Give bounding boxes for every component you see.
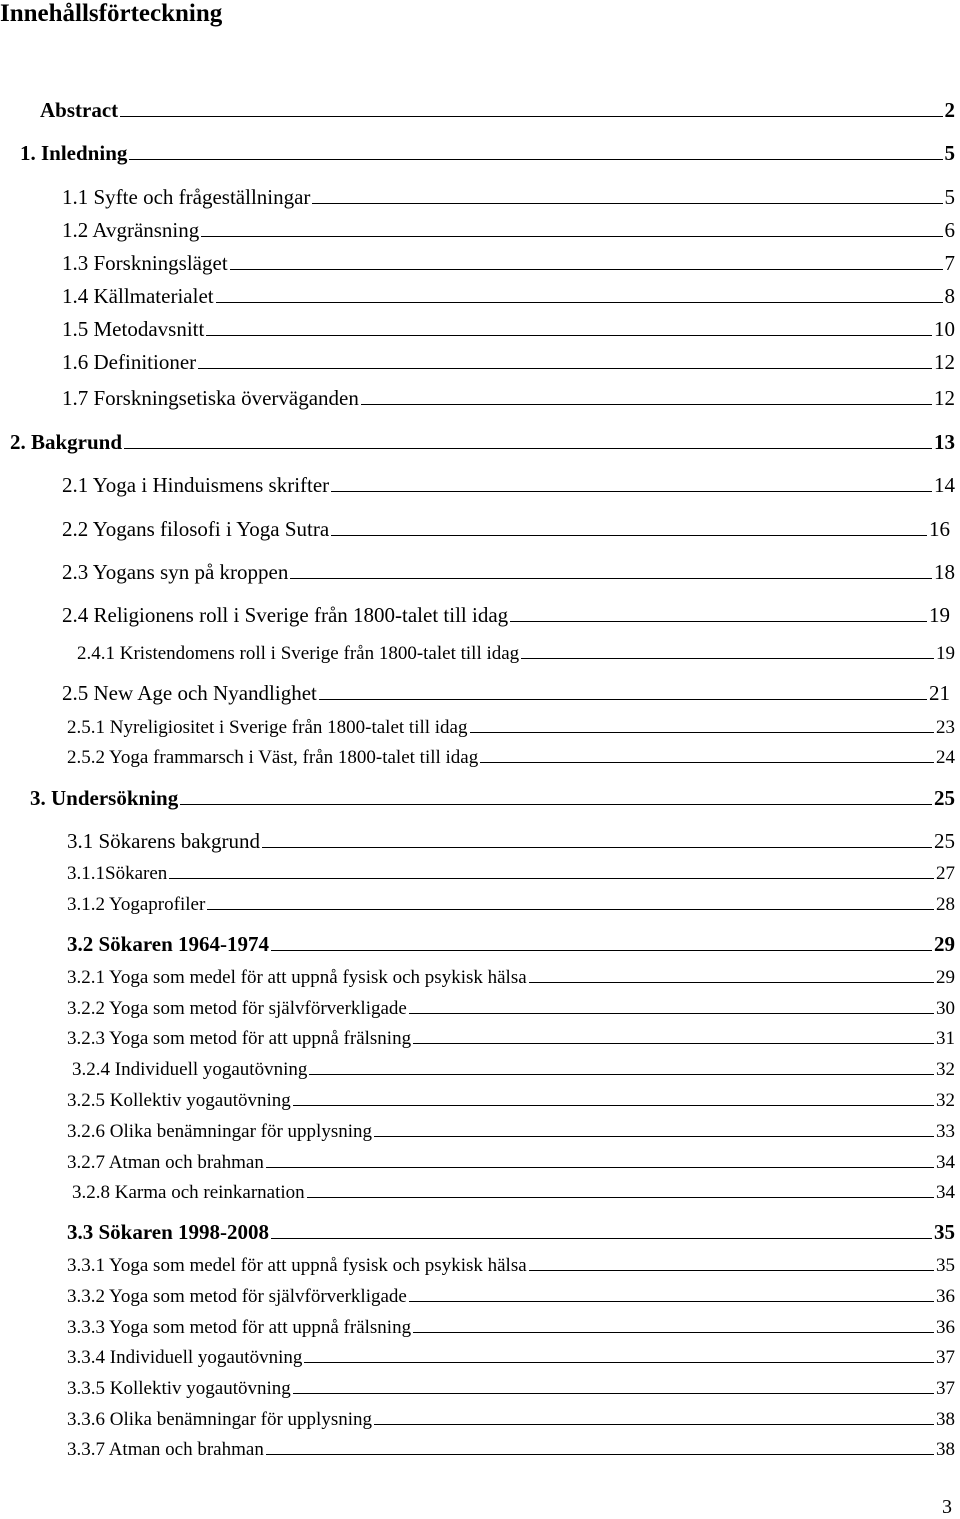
- toc-entry[interactable]: [67, 1438, 955, 1461]
- toc-leader-line: [266, 1454, 934, 1455]
- toc-entry-page: 12: [934, 386, 955, 410]
- toc-leader-line: [290, 578, 932, 579]
- toc-entry-page: 19: [936, 643, 955, 664]
- toc-entry[interactable]: [10, 430, 955, 455]
- toc-entry-label: 3.3.3 Yoga som metod för att uppnå frälsning: [67, 1317, 412, 1338]
- toc-entry-page: 5: [944, 141, 955, 165]
- toc-entry[interactable]: [72, 1181, 955, 1204]
- toc-entry[interactable]: [62, 517, 950, 542]
- toc-entry-label: 2.2 Yogans filosofi i Yoga Sutra: [62, 517, 330, 541]
- toc-entry-label: 3.2.7 Atman och brahman: [67, 1152, 264, 1173]
- toc-entry-page: 38: [936, 1439, 955, 1460]
- toc-entry-label: 1.6 Definitioner: [62, 350, 197, 374]
- toc-entry[interactable]: [30, 786, 955, 811]
- toc-leader-line: [216, 302, 943, 303]
- toc-entry-page: 31: [936, 1028, 955, 1049]
- toc-entry-page: 12: [934, 350, 955, 374]
- toc-entry-page: 28: [936, 894, 955, 915]
- toc-entry[interactable]: [67, 862, 955, 885]
- toc-entry-page: 14: [934, 473, 955, 497]
- toc-entry-label: 3.2.5 Kollektiv yogautövning: [67, 1090, 291, 1111]
- toc-entry[interactable]: [67, 1285, 955, 1308]
- toc-leader-line: [361, 404, 932, 405]
- toc-leader-line: [470, 732, 935, 733]
- toc-entry-label: 3.2 Sökaren 1964-1974: [67, 932, 270, 956]
- toc-entry-label: 3.3.2 Yoga som metod för självförverkligade: [67, 1286, 407, 1307]
- toc-leader-line: [293, 1393, 934, 1394]
- toc-entry[interactable]: [67, 746, 955, 769]
- toc-entry-label: 3.3.5 Kollektiv yogautövning: [67, 1378, 291, 1399]
- toc-leader-line: [206, 335, 932, 336]
- toc-entry-page: 23: [936, 717, 955, 738]
- toc-entry-label: 3.3 Sökaren 1998-2008: [67, 1220, 270, 1244]
- toc-entry-label: 3.3.1 Yoga som medel för att uppnå fysisk och psykisk hälsa: [67, 1255, 527, 1276]
- toc-entry-page: 38: [936, 1409, 955, 1430]
- toc-leader-line: [521, 658, 934, 659]
- toc-entry[interactable]: [62, 560, 955, 585]
- toc-entry-page: 35: [934, 1220, 955, 1244]
- toc-entry-label: Abstract: [40, 98, 119, 122]
- toc-leader-line: [201, 236, 942, 237]
- toc-entry-page: 24: [936, 747, 955, 768]
- toc-entry-label: 2. Bakgrund: [10, 430, 123, 454]
- toc-entry-label: 1.3 Forskningsläget: [62, 251, 228, 275]
- toc-entry[interactable]: [67, 1346, 955, 1369]
- toc-entry[interactable]: [67, 997, 955, 1020]
- toc-leader-line: [129, 159, 942, 160]
- toc-leader-line: [331, 491, 932, 492]
- toc-entry-label: 2.5 New Age och Nyandlighet: [62, 681, 317, 705]
- toc-entry-page: 5: [944, 185, 955, 209]
- toc-leader-line: [374, 1136, 934, 1137]
- toc-entry-label: 3.3.6 Olika benämningar för upplysning: [67, 1409, 373, 1430]
- page-number: 3: [942, 1496, 952, 1518]
- toc-entry[interactable]: [67, 1220, 955, 1245]
- toc-leader-line: [529, 982, 934, 983]
- toc-entry-label: 1. Inledning: [20, 141, 128, 165]
- toc-entry-page: 8: [944, 284, 955, 308]
- toc-entry[interactable]: [62, 603, 950, 628]
- toc-entry[interactable]: [62, 218, 955, 243]
- toc-entry[interactable]: [67, 829, 955, 854]
- toc-entry-label: 3.1 Sökarens bakgrund: [67, 829, 261, 853]
- toc-entry[interactable]: [40, 98, 955, 123]
- toc-leader-line: [120, 116, 942, 117]
- toc-leader-line: [207, 909, 934, 910]
- toc-entry-page: 19: [929, 603, 950, 627]
- toc-entry-page: 32: [936, 1059, 955, 1080]
- toc-entry[interactable]: [62, 185, 955, 210]
- toc-entry-page: 25: [934, 829, 955, 853]
- toc-entry[interactable]: [67, 893, 955, 916]
- toc-entry-page: 36: [936, 1286, 955, 1307]
- toc-entry-page: 27: [936, 863, 955, 884]
- toc-entry[interactable]: [67, 1377, 955, 1400]
- toc-entry-label: 3. Undersökning: [30, 786, 179, 810]
- toc-entry-page: 18: [934, 560, 955, 584]
- toc-leader-line: [409, 1013, 934, 1014]
- toc-leader-line: [413, 1332, 934, 1333]
- toc-leader-line: [230, 269, 943, 270]
- toc-entry-page: 34: [936, 1182, 955, 1203]
- toc-entry[interactable]: [20, 141, 955, 166]
- toc-leader-line: [409, 1301, 934, 1302]
- toc-entry[interactable]: [67, 1316, 955, 1339]
- toc-entry-page: 25: [934, 786, 955, 810]
- toc-entry[interactable]: [67, 1027, 955, 1050]
- toc-entry-page: 32: [936, 1090, 955, 1111]
- toc-entry[interactable]: [62, 681, 950, 706]
- toc-entry-label: 1.7 Forskningsetiska överväganden: [62, 386, 359, 410]
- toc-entry-label: 1.2 Avgränsning: [62, 218, 200, 242]
- toc-leader-line: [262, 847, 932, 848]
- toc-entry-label: 2.3 Yogans syn på kroppen: [62, 560, 289, 584]
- toc-entry-page: 35: [936, 1255, 955, 1276]
- toc-entry-label: 3.3.7 Atman och brahman: [67, 1439, 264, 1460]
- toc-entry-label: 2.5.1 Nyreligiositet i Sverige från 1800-talet till idag: [67, 717, 468, 738]
- page-title: Innehållsförteckning: [0, 0, 223, 27]
- toc-leader-line: [266, 1167, 934, 1168]
- toc-entry[interactable]: [72, 1058, 955, 1081]
- toc-leader-line: [529, 1270, 934, 1271]
- toc-leader-line: [413, 1043, 934, 1044]
- toc-entry-page: 2: [944, 98, 955, 122]
- toc-entry[interactable]: [67, 966, 955, 989]
- toc-entry-label: 3.2.6 Olika benämningar för upplysning: [67, 1121, 373, 1142]
- toc-entry-label: 3.1.1Sökaren: [67, 863, 168, 884]
- toc-entry[interactable]: [67, 932, 955, 957]
- toc-entry-label: 1.4 Källmaterialet: [62, 284, 214, 308]
- toc-entry-page: 6: [944, 218, 955, 242]
- toc-entry-label: 1.1 Syfte och frågeställningar: [62, 185, 311, 209]
- toc-entry-page: 33: [936, 1121, 955, 1142]
- toc-leader-line: [198, 368, 932, 369]
- toc-leader-line: [480, 762, 934, 763]
- toc-entry-label: 3.1.2 Yogaprofiler: [67, 894, 206, 915]
- toc-entry-label: 1.5 Metodavsnitt: [62, 317, 205, 341]
- toc-entry[interactable]: [67, 1120, 955, 1143]
- toc-leader-line: [180, 804, 932, 805]
- toc-leader-line: [169, 878, 934, 879]
- toc-entry-label: 3.2.2 Yoga som metod för självförverkligade: [67, 998, 407, 1019]
- toc-entry[interactable]: [62, 284, 955, 309]
- toc-leader-line: [304, 1362, 934, 1363]
- toc-entry[interactable]: [67, 716, 955, 739]
- toc-entry-label: 2.4.1 Kristendomens roll i Sverige från 1800-talet till idag: [77, 643, 520, 664]
- toc-entry-label: 2.4 Religionens roll i Sverige från 1800-talet till idag: [62, 603, 509, 627]
- toc-entry-label: 3.2.3 Yoga som metod för att uppnå frälsning: [67, 1028, 412, 1049]
- toc-entry[interactable]: [67, 1151, 955, 1174]
- toc-leader-line: [374, 1424, 934, 1425]
- toc-entry-label: 3.2.4 Individuell yogautövning: [72, 1059, 308, 1080]
- toc-leader-line: [271, 1238, 932, 1239]
- toc-leader-line: [307, 1197, 934, 1198]
- toc-entry-label: 3.2.8 Karma och reinkarnation: [72, 1182, 305, 1203]
- toc-entry-page: 16: [929, 517, 950, 541]
- toc-entry-label: 2.5.2 Yoga frammarsch i Väst, från 1800-talet till idag: [67, 747, 479, 768]
- toc-entry-label: 3.2.1 Yoga som medel för att uppnå fysisk och psykisk hälsa: [67, 967, 527, 988]
- toc-entry[interactable]: [62, 350, 955, 375]
- toc-entry[interactable]: [77, 642, 955, 665]
- toc-entry-page: 7: [944, 251, 955, 275]
- toc-entry[interactable]: [67, 1089, 955, 1112]
- toc-entry-page: 30: [936, 998, 955, 1019]
- toc-leader-line: [293, 1105, 934, 1106]
- toc-entry-label: 2.1 Yoga i Hinduismens skrifter: [62, 473, 330, 497]
- toc-entry[interactable]: [62, 386, 955, 411]
- toc-leader-line: [510, 621, 927, 622]
- toc-entry[interactable]: [62, 251, 955, 276]
- toc-entry-page: 21: [929, 681, 950, 705]
- toc-entry-page: 34: [936, 1152, 955, 1173]
- toc-entry-page: 29: [936, 967, 955, 988]
- toc-entry-page: 37: [936, 1347, 955, 1368]
- toc-entry-label: 3.3.4 Individuell yogautövning: [67, 1347, 303, 1368]
- toc-entry[interactable]: [67, 1408, 955, 1431]
- toc-leader-line: [312, 203, 942, 204]
- toc-entry[interactable]: [67, 1254, 955, 1277]
- toc-leader-line: [319, 699, 927, 700]
- toc-entry[interactable]: [62, 317, 955, 342]
- toc-leader-line: [271, 950, 932, 951]
- toc-entry[interactable]: [62, 473, 955, 498]
- toc-entry-page: 13: [934, 430, 955, 454]
- toc-leader-line: [124, 448, 932, 449]
- toc-entry-page: 29: [934, 932, 955, 956]
- toc-entry-page: 37: [936, 1378, 955, 1399]
- toc-entry-page: 36: [936, 1317, 955, 1338]
- toc-entry-page: 10: [934, 317, 955, 341]
- toc-leader-line: [331, 535, 927, 536]
- toc-leader-line: [309, 1074, 934, 1075]
